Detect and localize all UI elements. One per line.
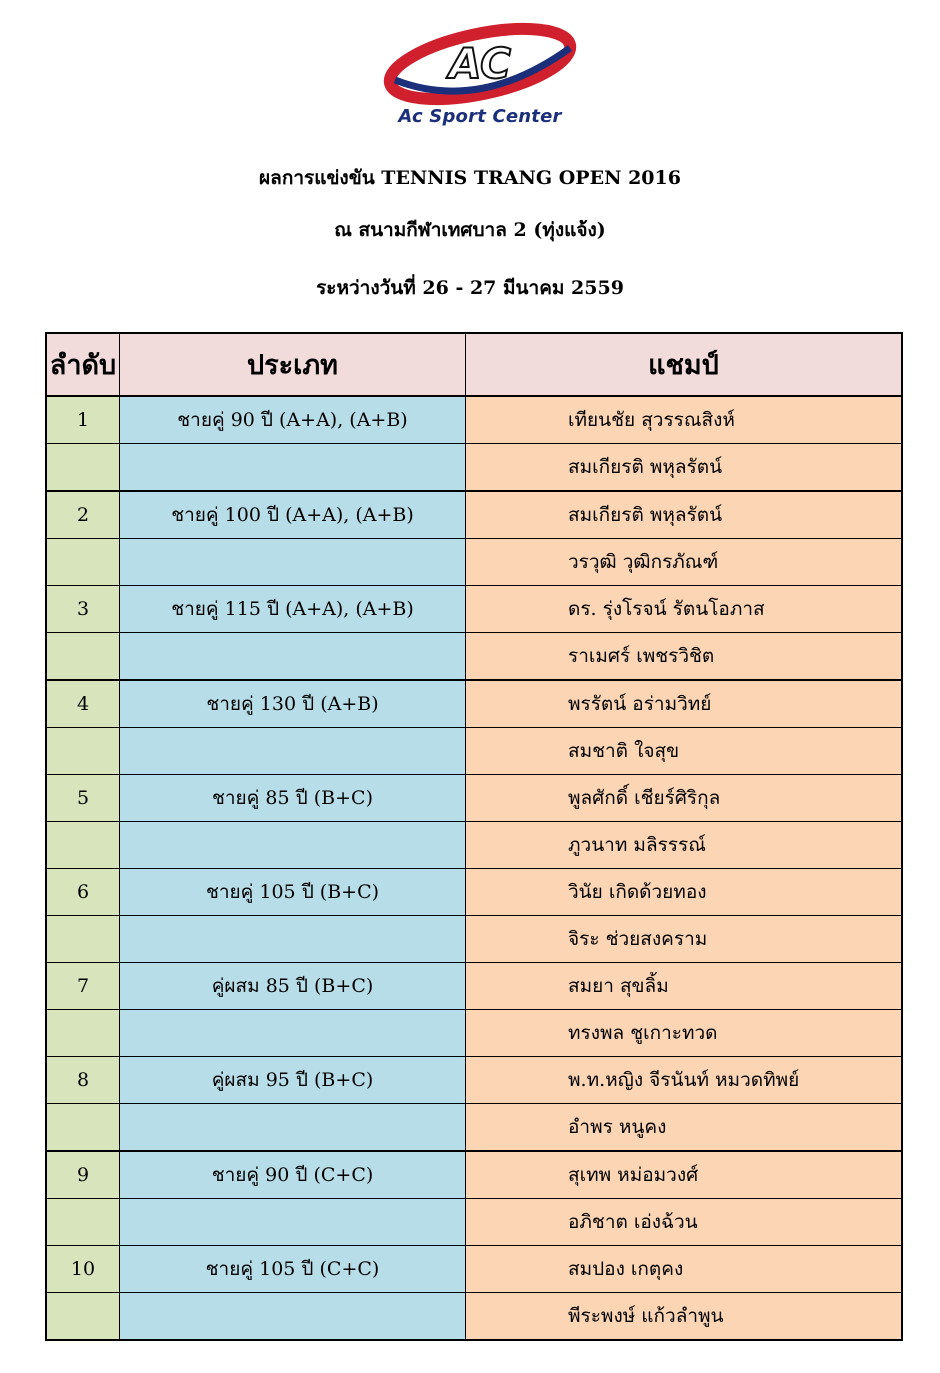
champion-cell: สมปอง เกตุคง [466,1246,903,1293]
venue-line: ณ สนามกีฬาเทศบาล 2 (ทุ่งแจ้ง) [334,219,606,241]
category-cell [120,1104,466,1152]
results-table [45,332,903,1341]
champion-cell: จิระ ช่วยสงคราม [466,916,903,963]
category-cell: คู่ผสม 85 ปี (B+C) [120,963,466,1010]
table-row [46,1293,902,1341]
champion-cell: สุเทพ หม่อมวงศ์ [466,1151,903,1199]
page-title: ผลการแข่งขัน TENNIS TRANG OPEN 2016 [259,167,681,189]
category-cell: ชายคู่ 130 ปี (A+B) [120,680,466,728]
rank-cell: 1 [46,396,120,444]
table-row [46,491,902,539]
champion-cell: พีระพงษ์ แก้วลำพูน [466,1293,903,1341]
table-row [46,869,902,916]
category-cell: คู่ผสม 95 ปี (B+C) [120,1057,466,1104]
rank-cell: 5 [46,775,120,822]
category-cell [120,539,466,586]
category-cell [120,916,466,963]
ac-sport-center-logo [375,18,585,133]
table-row [46,396,902,444]
table-row [46,1010,902,1057]
rank-cell: 10 [46,1246,120,1293]
champion-cell: ราเมศร์ เพชรวิชิต [466,633,903,681]
rank-cell: 8 [46,1057,120,1104]
category-cell: ชายคู่ 105 ปี (C+C) [120,1246,466,1293]
champion-cell: เทียนชัย สุวรรณสิงห์ [466,396,903,444]
header-rank: ลำดับ [46,333,120,396]
category-cell: ชายคู่ 90 ปี (A+A), (A+B) [120,396,466,444]
champion-cell: ภูวนาท มลิรรรณ์ [466,822,903,869]
category-cell [120,633,466,681]
rank-cell [46,539,120,586]
rank-cell [46,728,120,775]
champion-cell: วรวุฒิ วุฒิกรภัณฑ์ [466,539,903,586]
champion-cell: อภิชาต เอ่งฉ้วน [466,1199,903,1246]
rank-cell: 4 [46,680,120,728]
rank-cell: 3 [46,586,120,633]
rank-cell [46,916,120,963]
category-cell: ชายคู่ 100 ปี (A+A), (A+B) [120,491,466,539]
table-row [46,1104,902,1152]
table-row [46,539,902,586]
table-row [46,1199,902,1246]
champion-cell: สมยา สุขลิ้ม [466,963,903,1010]
rank-cell: 6 [46,869,120,916]
champion-cell: พ.ท.หญิง จีรนันท์ หมวดทิพย์ [466,1057,903,1104]
table-row [46,586,902,633]
rank-cell: 9 [46,1151,120,1199]
table-row [46,916,902,963]
table-row [46,1057,902,1104]
table-row [46,1151,902,1199]
category-cell [120,1010,466,1057]
table-row [46,444,902,492]
champion-cell: อำพร หนูคง [466,1104,903,1152]
rank-cell [46,444,120,492]
champion-cell: สมเกียรติ พหุลรัตน์ [466,444,903,492]
champion-cell: สมเกียรติ พหุลรัตน์ [466,491,903,539]
table-row [46,680,902,728]
logo-mark: AC [448,39,512,88]
table-row [46,963,902,1010]
champion-cell: วินัย เกิดด้วยทอง [466,869,903,916]
rank-cell [46,1293,120,1341]
logo-swoosh-icon [375,18,585,108]
logo-name: Ac Sport Center [398,106,562,127]
rank-cell [46,633,120,681]
champion-cell: ทรงพล ชูเกาะทวด [466,1010,903,1057]
header-champion: แชมป์ [466,333,903,396]
category-cell: ชายคู่ 115 ปี (A+A), (A+B) [120,586,466,633]
rank-cell [46,1199,120,1246]
champion-cell: สมชาติ ใจสุข [466,728,903,775]
rank-cell: 2 [46,491,120,539]
category-cell: ชายคู่ 90 ปี (C+C) [120,1151,466,1199]
rank-cell [46,1104,120,1152]
category-cell [120,1199,466,1246]
champion-cell: พูลศักดิ์ เชียร์ศิริกุล [466,775,903,822]
rank-cell [46,822,120,869]
category-cell [120,444,466,492]
category-cell: ชายคู่ 85 ปี (B+C) [120,775,466,822]
table-row [46,822,902,869]
category-cell [120,822,466,869]
table-row [46,775,902,822]
table-row [46,633,902,681]
date-line: ระหว่างวันที่ 26 - 27 มีนาคม 2559 [316,277,624,299]
category-cell: ชายคู่ 105 ปี (B+C) [120,869,466,916]
table-header-row [46,333,902,396]
category-cell [120,1293,466,1341]
table-row [46,728,902,775]
rank-cell [46,1010,120,1057]
table-row [46,1246,902,1293]
header-category: ประเภท [120,333,466,396]
category-cell [120,728,466,775]
champion-cell: ดร. รุ่งโรจน์ รัตนโอภาส [466,586,903,633]
champion-cell: พรรัตน์ อร่ามวิทย์ [466,680,903,728]
rank-cell: 7 [46,963,120,1010]
